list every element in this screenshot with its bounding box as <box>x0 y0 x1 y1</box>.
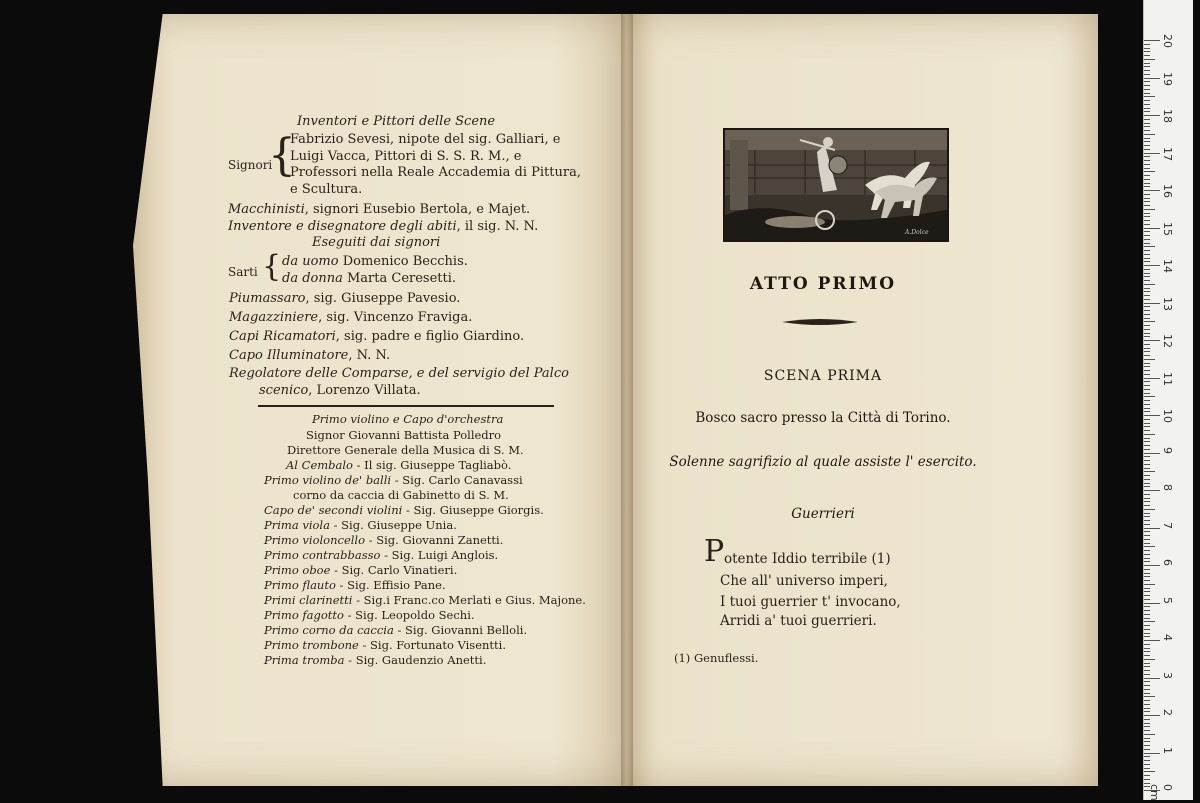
ruler-tick <box>1144 130 1150 131</box>
ruler-tick <box>1144 205 1150 206</box>
ruler-tick <box>1144 134 1155 135</box>
ruler-tick <box>1144 475 1150 476</box>
ruler-tick <box>1144 591 1150 592</box>
ruler-tick <box>1144 490 1160 491</box>
musician-line-7: Primo contrabbasso - Sig. Luigi Anglois. <box>264 548 499 562</box>
measurement-ruler <box>1143 0 1193 800</box>
ruler-tick <box>1144 505 1150 506</box>
ruler-tick <box>1144 175 1150 176</box>
ruler-tick <box>1144 663 1150 664</box>
crew-line-1: Piumassaro, sig. Giuseppe Pavesio. <box>229 291 461 306</box>
ruler-tick <box>1144 374 1150 375</box>
ruler-tick <box>1144 115 1160 116</box>
ruler-tick <box>1144 291 1150 292</box>
ruler-tick <box>1144 468 1150 469</box>
ruler-tick <box>1144 524 1150 525</box>
ruler-label: 17 <box>1161 146 1174 161</box>
ruler-tick <box>1144 441 1150 442</box>
ruler-tick <box>1144 78 1160 79</box>
musician-line-8: Primo oboe - Sig. Carlo Vinatieri. <box>264 563 458 577</box>
crew-line-3: Capi Ricamatori, sig. padre e figlio Giardino. <box>229 329 525 344</box>
ruler-tick <box>1144 408 1150 409</box>
ruler-tick <box>1144 370 1150 371</box>
ruler-tick <box>1144 599 1150 600</box>
ruler-label: 10 <box>1161 409 1174 423</box>
ruler-tick <box>1144 734 1155 735</box>
scene-setting: Bosco sacro presso la Città di Torino. <box>695 410 951 426</box>
ruler-label: 11 <box>1161 371 1174 386</box>
chariot-engraving-illustration <box>725 130 947 240</box>
ornament-divider <box>782 317 858 327</box>
ruler-tick <box>1144 501 1150 502</box>
ruler-tick <box>1144 573 1150 574</box>
ruler-tick <box>1144 194 1150 195</box>
ruler-tick <box>1144 659 1155 660</box>
ruler-tick <box>1144 651 1150 652</box>
crew-line-4: Capo Illuminatore, N. N. <box>229 348 391 363</box>
ruler-label: 4 <box>1161 634 1174 641</box>
ruler-tick <box>1144 243 1150 244</box>
ruler-tick <box>1144 183 1150 184</box>
ruler-tick <box>1144 618 1150 619</box>
ruler-label: 20 <box>1161 34 1174 48</box>
regolatore-line-1: Regolatore delle Comparse, e del servigio del Palco <box>229 366 569 381</box>
ruler-tick <box>1144 126 1150 127</box>
painters-line-2: Luigi Vacca, Pittori di S. S. R. M., e <box>290 149 522 164</box>
ruler-tick <box>1144 681 1150 682</box>
painters-line-3: Professori nella Reale Accademia di Pittura, <box>290 165 581 180</box>
ruler-tick <box>1144 610 1150 611</box>
drop-cap: P <box>704 534 725 569</box>
ruler-tick <box>1144 273 1150 274</box>
musician-line-2: Primo violino de' balli - Sig. Carlo Canavassi <box>264 473 523 487</box>
ruler-tick <box>1144 494 1150 495</box>
ruler-tick <box>1144 63 1150 64</box>
ruler-tick <box>1144 438 1150 439</box>
ruler-tick <box>1144 666 1150 667</box>
ruler-tick <box>1144 434 1155 435</box>
ruler-tick <box>1144 471 1155 472</box>
ruler-tick <box>1144 711 1150 712</box>
svg-text:A.Dolce: A.Dolce <box>905 229 929 236</box>
ruler-tick <box>1144 636 1150 637</box>
ruler-tick <box>1144 74 1150 75</box>
ruler-label: 7 <box>1161 521 1174 529</box>
ruler-tick <box>1144 520 1150 521</box>
ruler-tick <box>1144 89 1150 90</box>
ruler-label: 8 <box>1161 484 1174 491</box>
painters-line-1: Fabrizio Sevesi, nipote del sig. Galliari, e <box>290 132 561 147</box>
ruler-tick <box>1144 321 1155 322</box>
ruler-tick <box>1144 580 1150 581</box>
ruler-tick <box>1144 220 1150 221</box>
ruler-tick <box>1144 190 1160 191</box>
ruler-tick <box>1144 318 1150 319</box>
ruler-tick <box>1144 603 1160 604</box>
ruler-tick <box>1144 351 1150 352</box>
ruler-tick <box>1144 741 1150 742</box>
ruler-tick <box>1144 171 1155 172</box>
ruler-tick <box>1144 400 1150 401</box>
ruler-tick <box>1144 325 1150 326</box>
ruler-tick <box>1144 479 1150 480</box>
scene-painters-heading: Inventori e Pittori delle Scene <box>297 114 496 129</box>
ruler-tick <box>1144 81 1150 82</box>
ruler-tick <box>1144 93 1150 94</box>
brace-sarti: { <box>262 249 282 284</box>
section-divider <box>258 405 554 407</box>
ruler-tick <box>1144 284 1155 285</box>
ruler-tick <box>1144 153 1160 154</box>
ruler-tick <box>1144 104 1150 105</box>
ruler-tick <box>1144 719 1150 720</box>
ruler-tick <box>1144 693 1150 694</box>
ruler-tick <box>1144 456 1150 457</box>
ruler-tick <box>1144 543 1150 544</box>
ruler-tick <box>1144 40 1160 41</box>
ruler-tick <box>1144 310 1150 311</box>
ruler-tick <box>1144 531 1150 532</box>
ruler-tick <box>1144 640 1160 641</box>
ruler-label: 3 <box>1161 671 1174 679</box>
musician-line-1: Al Cembalo - Il sig. Giuseppe Tagliabò. <box>286 458 512 472</box>
chariot-engraving <box>723 128 949 242</box>
ruler-tick <box>1144 449 1150 450</box>
ruler-tick <box>1144 216 1150 217</box>
ruler-tick <box>1144 753 1160 754</box>
ruler-tick <box>1144 554 1150 555</box>
ruler-tick <box>1144 704 1150 705</box>
ruler-tick <box>1144 516 1150 517</box>
ruler-tick <box>1144 209 1155 210</box>
ruler-tick <box>1144 756 1150 757</box>
ruler-tick <box>1144 558 1150 559</box>
verse-line-3: I tuoi guerrier t' invocano, <box>720 594 901 610</box>
ruler-tick <box>1144 111 1150 112</box>
ruler-tick <box>1144 51 1150 52</box>
ruler-tick <box>1144 100 1150 101</box>
ruler-tick <box>1144 460 1150 461</box>
ruler-tick <box>1144 595 1150 596</box>
ruler-tick <box>1144 156 1150 157</box>
ruler-tick <box>1144 779 1150 780</box>
ruler-tick <box>1144 213 1150 214</box>
ruler-tick <box>1144 678 1160 679</box>
ruler-tick <box>1144 404 1150 405</box>
ruler-tick <box>1144 295 1150 296</box>
ruler-tick <box>1144 198 1150 199</box>
ruler-tick <box>1144 689 1150 690</box>
ruler-label: 6 <box>1161 559 1174 566</box>
ruler-tick <box>1144 745 1150 746</box>
ruler-tick <box>1144 269 1150 270</box>
ruler-tick <box>1144 145 1150 146</box>
ruler-tick <box>1144 344 1150 345</box>
musician-line-3: corno da caccia di Gabinetto di S. M. <box>293 488 509 502</box>
ruler-label: 5 <box>1161 596 1174 604</box>
ruler-tick <box>1144 606 1150 607</box>
act-title: ATTO PRIMO <box>749 274 897 294</box>
ruler-tick <box>1144 186 1150 187</box>
ruler-tick <box>1144 498 1150 499</box>
musician-line-9: Primo flauto - Sig. Effisio Pane. <box>264 578 446 592</box>
ruler-tick <box>1144 44 1150 45</box>
scene-action: Solenne sagrifizio al quale assiste l' esercito. <box>669 454 977 470</box>
ruler-tick <box>1144 726 1150 727</box>
ruler-tick <box>1144 528 1160 529</box>
signori-label: Signori <box>228 158 273 172</box>
ruler-tick <box>1144 696 1155 697</box>
ruler-tick <box>1144 629 1150 630</box>
musician-line-14: Prima tromba - Sig. Gaudenzio Anetti. <box>264 653 487 667</box>
ruler-tick <box>1144 483 1150 484</box>
ruler-tick <box>1144 265 1160 266</box>
ruler-tick <box>1144 123 1150 124</box>
verse-line-4: Arridi a' tuoi guerrieri. <box>720 613 877 629</box>
crew-line-2: Magazziniere, sig. Vincenzo Fraviga. <box>229 310 473 325</box>
ruler-tick <box>1144 261 1150 262</box>
ruler-tick <box>1144 738 1150 739</box>
ruler-tick <box>1144 513 1150 514</box>
ruler-tick <box>1144 749 1150 750</box>
scene-title: SCENA PRIMA <box>763 368 883 384</box>
musician-line-12: Primo corno da caccia - Sig. Giovanni Belloli. <box>264 623 528 637</box>
ruler-tick <box>1144 224 1150 225</box>
ruler-tick <box>1144 644 1150 645</box>
verse-line-1: otente Iddio terribile (1) <box>724 551 891 567</box>
ruler-tick <box>1144 569 1150 570</box>
ruler-tick <box>1144 621 1155 622</box>
ruler-tick <box>1144 584 1155 585</box>
ruler-tick <box>1144 246 1155 247</box>
ruler-tick <box>1144 70 1150 71</box>
ruler-tick <box>1144 340 1160 341</box>
ruler-tick <box>1144 314 1150 315</box>
ruler-tick <box>1144 389 1150 390</box>
ruler-tick <box>1144 430 1150 431</box>
ruler-tick <box>1144 670 1150 671</box>
ruler-tick <box>1144 168 1150 169</box>
ruler-label: 12 <box>1161 334 1174 348</box>
ruler-tick <box>1144 231 1150 232</box>
ruler-tick <box>1144 55 1150 56</box>
ruler-label: 15 <box>1161 221 1174 236</box>
ruler-label: 13 <box>1161 296 1174 311</box>
ruler-tick <box>1144 561 1150 562</box>
ruler-tick <box>1144 258 1150 259</box>
sarti-label: Sarti <box>228 265 258 279</box>
musician-line-6: Primo violoncello - Sig. Giovanni Zanetti. <box>264 533 504 547</box>
ruler-label: 0 cm <box>1148 784 1174 801</box>
ruler-tick <box>1144 674 1150 675</box>
sarti-line-1: da uomo Domenico Becchis. <box>282 254 468 269</box>
ruler-tick <box>1144 633 1150 634</box>
ruler-tick <box>1144 723 1150 724</box>
ruler-tick <box>1144 108 1150 109</box>
brace-signori: { <box>268 130 296 181</box>
ruler-tick <box>1144 486 1150 487</box>
ruler-tick <box>1144 201 1150 202</box>
ruler-tick <box>1144 96 1155 97</box>
ruler-tick <box>1144 715 1160 716</box>
musician-line-11: Primo fagotto - Sig. Leopoldo Sechi. <box>264 608 475 622</box>
ruler-tick <box>1144 363 1150 364</box>
ruler-tick <box>1144 59 1155 60</box>
ruler-tick <box>1144 768 1150 769</box>
ruler-tick <box>1144 366 1150 367</box>
ruler-label: 1 <box>1161 746 1174 754</box>
ruler-tick <box>1144 535 1150 536</box>
ruler-label: 2 <box>1161 709 1174 716</box>
ruler-tick <box>1144 355 1150 356</box>
ruler-tick <box>1144 588 1150 589</box>
ruler-tick <box>1144 160 1150 161</box>
ruler-tick <box>1144 378 1160 379</box>
ruler-tick <box>1144 280 1150 281</box>
ruler-tick <box>1144 385 1150 386</box>
ruler-tick <box>1144 393 1150 394</box>
ruler-tick <box>1144 141 1150 142</box>
ruler-tick <box>1144 464 1150 465</box>
ruler-tick <box>1144 239 1150 240</box>
ruler-tick <box>1144 250 1150 251</box>
ruler-tick <box>1144 614 1150 615</box>
ruler-tick <box>1144 306 1150 307</box>
ruler-tick <box>1144 445 1150 446</box>
ruler-tick <box>1144 655 1150 656</box>
musician-line-5: Prima viola - Sig. Giuseppe Unia. <box>264 518 457 532</box>
ruler-tick <box>1144 348 1150 349</box>
ruler-tick <box>1144 359 1155 360</box>
ruler-tick <box>1144 708 1150 709</box>
ruler-tick <box>1144 576 1150 577</box>
ruler-tick <box>1144 625 1150 626</box>
ruler-tick <box>1144 228 1160 229</box>
ruler-tick <box>1144 411 1150 412</box>
executed-by-heading: Eseguiti dai signori <box>312 235 441 250</box>
orchestra-line-1: Signor Giovanni Battista Polledro <box>306 428 502 442</box>
ruler-tick <box>1144 415 1160 416</box>
ruler-tick <box>1144 771 1155 772</box>
musician-line-13: Primo trombone - Sig. Fortunato Visentti. <box>264 638 507 652</box>
ruler-tick <box>1144 333 1150 334</box>
ruler-tick <box>1144 700 1150 701</box>
ruler-tick <box>1144 775 1150 776</box>
ruler-tick <box>1144 179 1150 180</box>
ruler-tick <box>1144 565 1160 566</box>
ruler-tick <box>1144 685 1150 686</box>
ruler-tick <box>1144 336 1150 337</box>
chorus-label: Guerrieri <box>791 506 855 522</box>
ruler-tick <box>1144 730 1150 731</box>
ruler-tick <box>1144 546 1155 547</box>
ruler-tick <box>1144 119 1150 120</box>
ruler-tick <box>1144 423 1150 424</box>
musician-line-4: Capo de' secondi violini - Sig. Giuseppe Giorgis. <box>264 503 544 517</box>
left-page <box>133 14 627 786</box>
ruler-label: 14 <box>1161 259 1174 273</box>
ruler-tick <box>1144 396 1155 397</box>
ruler-tick <box>1144 48 1150 49</box>
ruler-label: 18 <box>1161 109 1174 123</box>
ruler-label: 16 <box>1161 184 1174 198</box>
ruler-tick <box>1144 235 1150 236</box>
ruler-tick <box>1144 149 1150 150</box>
ruler-tick <box>1144 453 1160 454</box>
ruler-tick <box>1144 539 1150 540</box>
regolatore-line-2: scenico, Lorenzo Villata. <box>259 383 421 398</box>
machinists-line: Macchinisti, signori Eusebio Bertola, e Majet. <box>228 202 531 217</box>
verse-line-2: Che all' universo imperi, <box>720 573 888 589</box>
ruler-label: 9 <box>1161 446 1174 454</box>
ruler-tick <box>1144 760 1150 761</box>
ruler-tick <box>1144 303 1160 304</box>
ruler-label: 19 <box>1161 71 1174 86</box>
ruler-tick <box>1144 276 1150 277</box>
ruler-tick <box>1144 381 1150 382</box>
orchestra-line-2: Direttore Generale della Musica di S. M. <box>287 443 524 457</box>
ruler-tick <box>1144 509 1155 510</box>
ruler-tick <box>1144 648 1150 649</box>
ruler-tick <box>1144 299 1150 300</box>
ruler-tick <box>1144 550 1150 551</box>
ruler-tick <box>1144 419 1150 420</box>
ruler-tick <box>1144 66 1150 67</box>
ruler-tick <box>1144 329 1150 330</box>
ruler-tick <box>1144 164 1150 165</box>
costume-line: Inventore e disegnatore degli abiti, il sig. N. N. <box>228 219 539 234</box>
ruler-tick <box>1144 138 1150 139</box>
footnote: (1) Genuflessi. <box>674 651 759 665</box>
sarti-line-2: da donna Marta Ceresetti. <box>282 271 457 286</box>
ruler-tick <box>1144 426 1150 427</box>
ruler-tick <box>1144 288 1150 289</box>
ruler-tick <box>1144 85 1150 86</box>
orchestra-heading: Primo violino e Capo d'orchestra <box>312 412 504 426</box>
painters-line-4: e Scultura. <box>290 182 363 197</box>
book-gutter <box>621 14 633 786</box>
ruler-tick <box>1144 764 1150 765</box>
ruler-tick <box>1144 254 1150 255</box>
musician-line-10: Primi clarinetti - Sig.i Franc.co Merlati e Gius. Majone. <box>264 593 586 607</box>
